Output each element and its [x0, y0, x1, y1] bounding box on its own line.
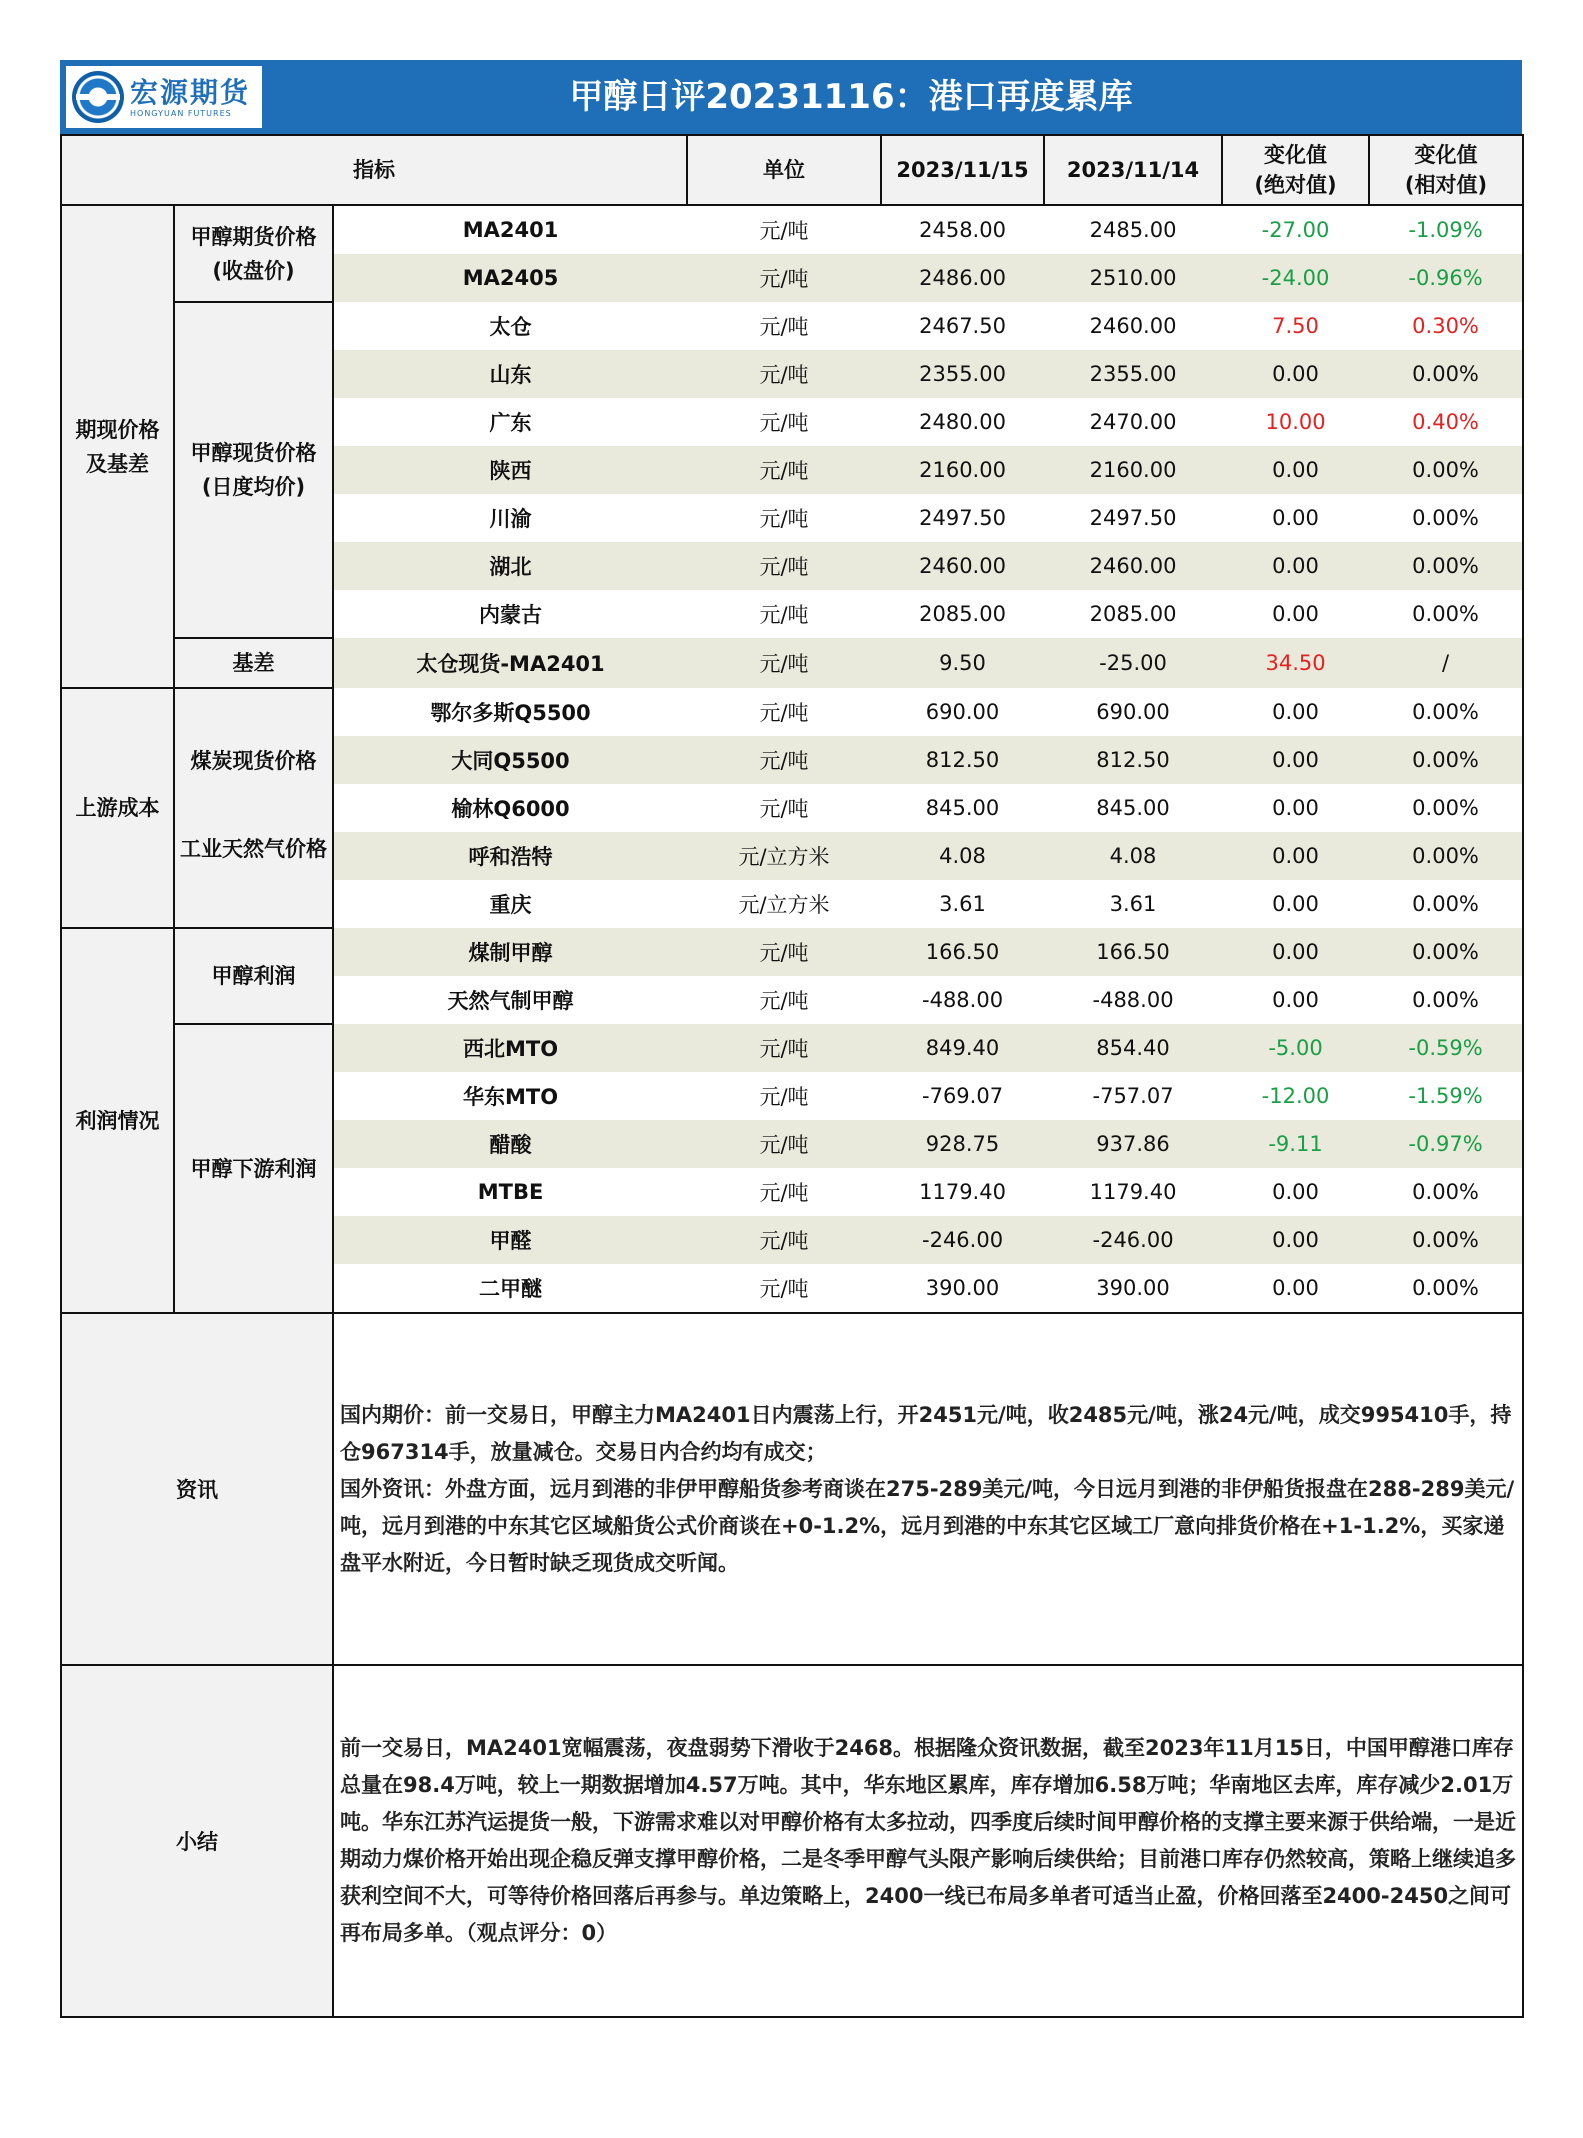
row-change-abs: -27.00 — [1261, 218, 1330, 242]
row-value-1115: 2085.00 — [919, 602, 1006, 626]
row-name: MA2401 — [462, 218, 559, 242]
row-value-1115: 2458.00 — [919, 218, 1006, 242]
row-name: 二甲醚 — [479, 1277, 543, 1301]
col-change-abs: 变化值 (绝对值) — [1222, 135, 1369, 205]
row-change-rel: -0.59% — [1369, 1024, 1523, 1072]
row-unit: 元/吨 — [687, 638, 881, 688]
row-value-1115: 690.00 — [925, 700, 1000, 724]
row-change-rel: 0.00% — [1369, 446, 1523, 494]
row-value-1114: 166.50 — [1044, 928, 1222, 976]
row-change-rel: 0.00% — [1369, 976, 1523, 1024]
row-change-rel: 0.00% — [1369, 784, 1523, 832]
row-change-rel: -1.09% — [1369, 205, 1523, 254]
summary-label: 小结 — [61, 1665, 333, 2017]
data-table — [60, 134, 1524, 2018]
group-label: 期现价格 及基差 — [61, 205, 174, 688]
row-change-abs: 34.50 — [1222, 638, 1369, 688]
row-value-1115: 2467.50 — [919, 314, 1006, 338]
row-name: 华东MTO — [462, 1085, 559, 1109]
row-change-rel: 0.00% — [1369, 832, 1523, 880]
row-change-abs: 0.00 — [1272, 1180, 1319, 1204]
table-row — [61, 1024, 1523, 1072]
row-change-rel: -0.96% — [1369, 254, 1523, 302]
col-indicator: 指标 — [61, 135, 687, 205]
row-change-rel: 0.00% — [1369, 688, 1523, 736]
row-value-1115: 390.00 — [925, 1276, 1000, 1300]
subgroup-label: 基差 — [174, 638, 333, 688]
row-value-1114: 937.86 — [1044, 1120, 1222, 1168]
row-value-1114: 2485.00 — [1089, 218, 1177, 242]
row-name: 煤制甲醇 — [333, 928, 687, 976]
row-change-rel: 0.00% — [1369, 880, 1523, 928]
row-value-1114: 4.08 — [1044, 832, 1222, 880]
row-name: 重庆 — [489, 893, 532, 917]
row-change-abs: -9.11 — [1222, 1120, 1369, 1168]
row-change-rel: 0.00% — [1369, 1216, 1523, 1264]
row-name: 甲醛 — [333, 1216, 687, 1264]
row-value-1115: 2497.50 — [919, 506, 1006, 530]
subgroup-label: 甲醇现货价格 (日度均价) — [174, 302, 333, 638]
row-value-1115: -769.07 — [922, 1084, 1004, 1108]
row-change-abs: 0.00 — [1272, 1276, 1319, 1300]
row-change-rel: 0.00% — [1369, 494, 1523, 542]
row-change-abs: 0.00 — [1272, 796, 1319, 820]
row-unit: 元/吨 — [759, 989, 809, 1013]
row-value-1115: 1179.40 — [919, 1180, 1006, 1204]
row-value-1115: -246.00 — [881, 1216, 1044, 1264]
row-name: 太仓 — [489, 315, 532, 339]
news-text: 国内期价：前一交易日，甲醇主力MA2401日内震荡上行，开2451元/吨，收2485元/吨，涨24元/吨，成交995410手，持仓967314手，放量减仓。交易日内合约均有成交； 国外资讯：外盘方面，远月到港的非伊甲醇船货参考商谈在275-289美元/吨，今日远月到港的非伊船货报盘在288-289美元/吨，远月到港的中东其它区域船货公式价商谈在+0-1.2%，远月到港的中东其它区域工厂意向排货价格在+1-1.2%，买家递盘平水附近，今日暂时缺乏现货成交听闻。 — [333, 1313, 1523, 1665]
subgroup-label: 煤炭现货价格 — [174, 688, 333, 832]
row-unit: 元/吨 — [687, 254, 881, 302]
table-row — [61, 832, 1523, 880]
row-change-abs: 0.00 — [1222, 832, 1369, 880]
row-unit: 元/立方米 — [738, 893, 830, 917]
table-row — [61, 302, 1523, 350]
row-unit: 元/吨 — [687, 542, 881, 590]
row-change-rel: / — [1369, 638, 1523, 688]
row-change-rel: 0.00% — [1369, 1264, 1523, 1313]
row-value-1114: -246.00 — [1044, 1216, 1222, 1264]
row-name: 太仓现货-MA2401 — [333, 638, 687, 688]
table-row — [61, 205, 1523, 254]
table-row — [61, 688, 1523, 736]
row-unit: 元/吨 — [687, 928, 881, 976]
row-change-rel: 0.40% — [1369, 398, 1523, 446]
row-change-abs: 0.00 — [1222, 1216, 1369, 1264]
row-name: 榆林Q6000 — [451, 797, 570, 821]
row-value-1114: 2510.00 — [1044, 254, 1222, 302]
row-value-1114: -25.00 — [1044, 638, 1222, 688]
report-title: 甲醇日评20231116：港口再度累库 — [569, 77, 1133, 117]
row-value-1114: 2085.00 — [1089, 602, 1177, 626]
row-name: 广东 — [489, 411, 532, 435]
row-name: MA2405 — [333, 254, 687, 302]
row-value-1114: 2497.50 — [1089, 506, 1177, 530]
row-change-rel: 0.00% — [1369, 1168, 1523, 1216]
row-unit: 元/吨 — [759, 603, 809, 627]
row-value-1115: -488.00 — [922, 988, 1004, 1012]
row-change-abs: 0.00 — [1272, 602, 1319, 626]
row-change-abs: 0.00 — [1222, 350, 1369, 398]
news-row — [61, 1313, 1523, 1665]
row-name: 湖北 — [333, 542, 687, 590]
row-unit: 元/吨 — [687, 1120, 881, 1168]
row-value-1115: 2486.00 — [881, 254, 1044, 302]
row-value-1115: 9.50 — [881, 638, 1044, 688]
row-unit: 元/吨 — [759, 1277, 809, 1301]
row-name: MTBE — [477, 1180, 544, 1204]
row-unit: 元/吨 — [759, 219, 809, 243]
table-row — [61, 638, 1523, 688]
row-change-abs: 10.00 — [1265, 410, 1326, 434]
subgroup-label: 甲醇利润 — [174, 928, 333, 1024]
row-change-abs: 0.00 — [1272, 988, 1319, 1012]
row-value-1114: 3.61 — [1109, 892, 1157, 916]
col-unit: 单位 — [687, 135, 881, 205]
col-change-rel: 变化值 (相对值) — [1369, 135, 1523, 205]
row-change-abs: -12.00 — [1261, 1084, 1330, 1108]
subgroup-label: 甲醇期货价格 (收盘价) — [174, 205, 333, 302]
row-value-1115: 2160.00 — [881, 446, 1044, 494]
news-label: 资讯 — [61, 1313, 333, 1665]
report-sheet — [60, 60, 1522, 2018]
row-name: 川渝 — [489, 507, 532, 531]
row-name: 山东 — [333, 350, 687, 398]
row-value-1115: 4.08 — [881, 832, 1044, 880]
row-change-abs: 0.00 — [1272, 506, 1319, 530]
row-unit: 元/吨 — [759, 1085, 809, 1109]
row-unit: 元/吨 — [687, 350, 881, 398]
row-value-1114: 2470.00 — [1089, 410, 1177, 434]
row-unit: 元/吨 — [759, 701, 809, 725]
row-unit: 元/吨 — [687, 1024, 881, 1072]
row-value-1115: 2460.00 — [881, 542, 1044, 590]
row-unit: 元/吨 — [759, 411, 809, 435]
logo-name: 宏源期货 — [130, 75, 251, 109]
row-name: 醋酸 — [333, 1120, 687, 1168]
row-unit: 元/吨 — [759, 315, 809, 339]
row-value-1115: 166.50 — [881, 928, 1044, 976]
row-change-abs: -24.00 — [1222, 254, 1369, 302]
col-date1: 2023/11/15 — [881, 135, 1044, 205]
row-change-abs: 0.00 — [1222, 736, 1369, 784]
row-unit: 元/吨 — [759, 1181, 809, 1205]
row-value-1114: 845.00 — [1096, 796, 1170, 820]
row-change-rel: -0.97% — [1369, 1120, 1523, 1168]
row-unit: 元/吨 — [759, 797, 809, 821]
row-change-abs: -5.00 — [1222, 1024, 1369, 1072]
row-change-rel: 0.00% — [1369, 736, 1523, 784]
group-label: 利润情况 — [61, 928, 174, 1313]
subgroup-label: 甲醇下游利润 — [174, 1024, 333, 1313]
summary-row — [61, 1665, 1523, 2017]
row-value-1114: 1179.40 — [1089, 1180, 1177, 1204]
row-value-1114: 2460.00 — [1044, 542, 1222, 590]
row-change-rel: 0.30% — [1369, 302, 1523, 350]
row-change-rel: 0.00% — [1369, 350, 1523, 398]
table-row — [61, 928, 1523, 976]
row-value-1115: 2355.00 — [881, 350, 1044, 398]
row-value-1114: 2355.00 — [1044, 350, 1222, 398]
row-change-abs: 0.00 — [1272, 700, 1319, 724]
row-change-rel: 0.00% — [1369, 542, 1523, 590]
row-change-abs: 7.50 — [1272, 314, 1319, 338]
row-unit: 元/吨 — [759, 507, 809, 531]
row-value-1114: 2160.00 — [1044, 446, 1222, 494]
logo-en-name: HONGYUAN FUTURES — [130, 108, 232, 118]
row-change-abs: 0.00 — [1272, 892, 1319, 916]
row-value-1114: 854.40 — [1044, 1024, 1222, 1072]
row-value-1115: 845.00 — [925, 796, 1000, 820]
row-unit: 元/吨 — [687, 446, 881, 494]
row-value-1115: 812.50 — [881, 736, 1044, 784]
row-value-1114: 390.00 — [1096, 1276, 1170, 1300]
row-value-1114: -757.07 — [1092, 1084, 1174, 1108]
row-name: 天然气制甲醇 — [447, 989, 574, 1013]
row-change-rel: -1.59% — [1369, 1072, 1523, 1120]
row-name: 呼和浩特 — [333, 832, 687, 880]
row-value-1115: 2480.00 — [919, 410, 1006, 434]
row-value-1115: 928.75 — [881, 1120, 1044, 1168]
row-name: 陕西 — [333, 446, 687, 494]
row-change-rel: 0.00% — [1369, 590, 1523, 638]
row-unit: 元/吨 — [687, 736, 881, 784]
row-value-1114: -488.00 — [1092, 988, 1174, 1012]
row-change-abs: 0.00 — [1222, 542, 1369, 590]
row-change-rel: 0.00% — [1369, 928, 1523, 976]
summary-text: 前一交易日，MA2401宽幅震荡，夜盘弱势下滑收于2468。根据隆众资讯数据，截至2023年11月15日，中国甲醇港口库存总量在98.4万吨，较上一期数据增加4.57万吨。其中，华东地区累库，库存增加6.58万吨；华南地区去库，库存减少2.01万吨。华东江苏汽运提货一般，下游需求难以对甲醇价格有太多拉动，四季度后续时间甲醇价格的支撑主要来源于供给端，一是近期动力煤价格开始出现企稳反弹支撑甲醇价格，二是冬季甲醇气头限产影响后续供给；目前港口库存仍然较高，策略上继续追多获利空间不大，可等待价格回落后再参与。单边策略上，2400一线已布局多单者可适当止盈，价格回落至2400-2450之间可再布局多单。（观点评分：0） — [333, 1665, 1523, 2017]
row-value-1115: 849.40 — [881, 1024, 1044, 1072]
row-name: 鄂尔多斯Q5500 — [430, 701, 591, 725]
subgroup-label: 工业天然气价格 — [174, 832, 333, 928]
row-name: 大同Q5500 — [333, 736, 687, 784]
group-label: 上游成本 — [61, 688, 174, 928]
row-value-1114: 690.00 — [1096, 700, 1170, 724]
row-name: 内蒙古 — [479, 603, 543, 627]
row-change-abs: 0.00 — [1222, 928, 1369, 976]
row-change-abs: 0.00 — [1222, 446, 1369, 494]
row-value-1115: 3.61 — [939, 892, 986, 916]
row-value-1114: 812.50 — [1044, 736, 1222, 784]
row-name: 西北MTO — [333, 1024, 687, 1072]
table-header-row — [61, 135, 1523, 205]
report-header — [60, 60, 1522, 134]
row-value-1114: 2460.00 — [1089, 314, 1177, 338]
row-unit: 元/立方米 — [687, 832, 881, 880]
row-unit: 元/吨 — [687, 1216, 881, 1264]
col-date2: 2023/11/14 — [1044, 135, 1222, 205]
